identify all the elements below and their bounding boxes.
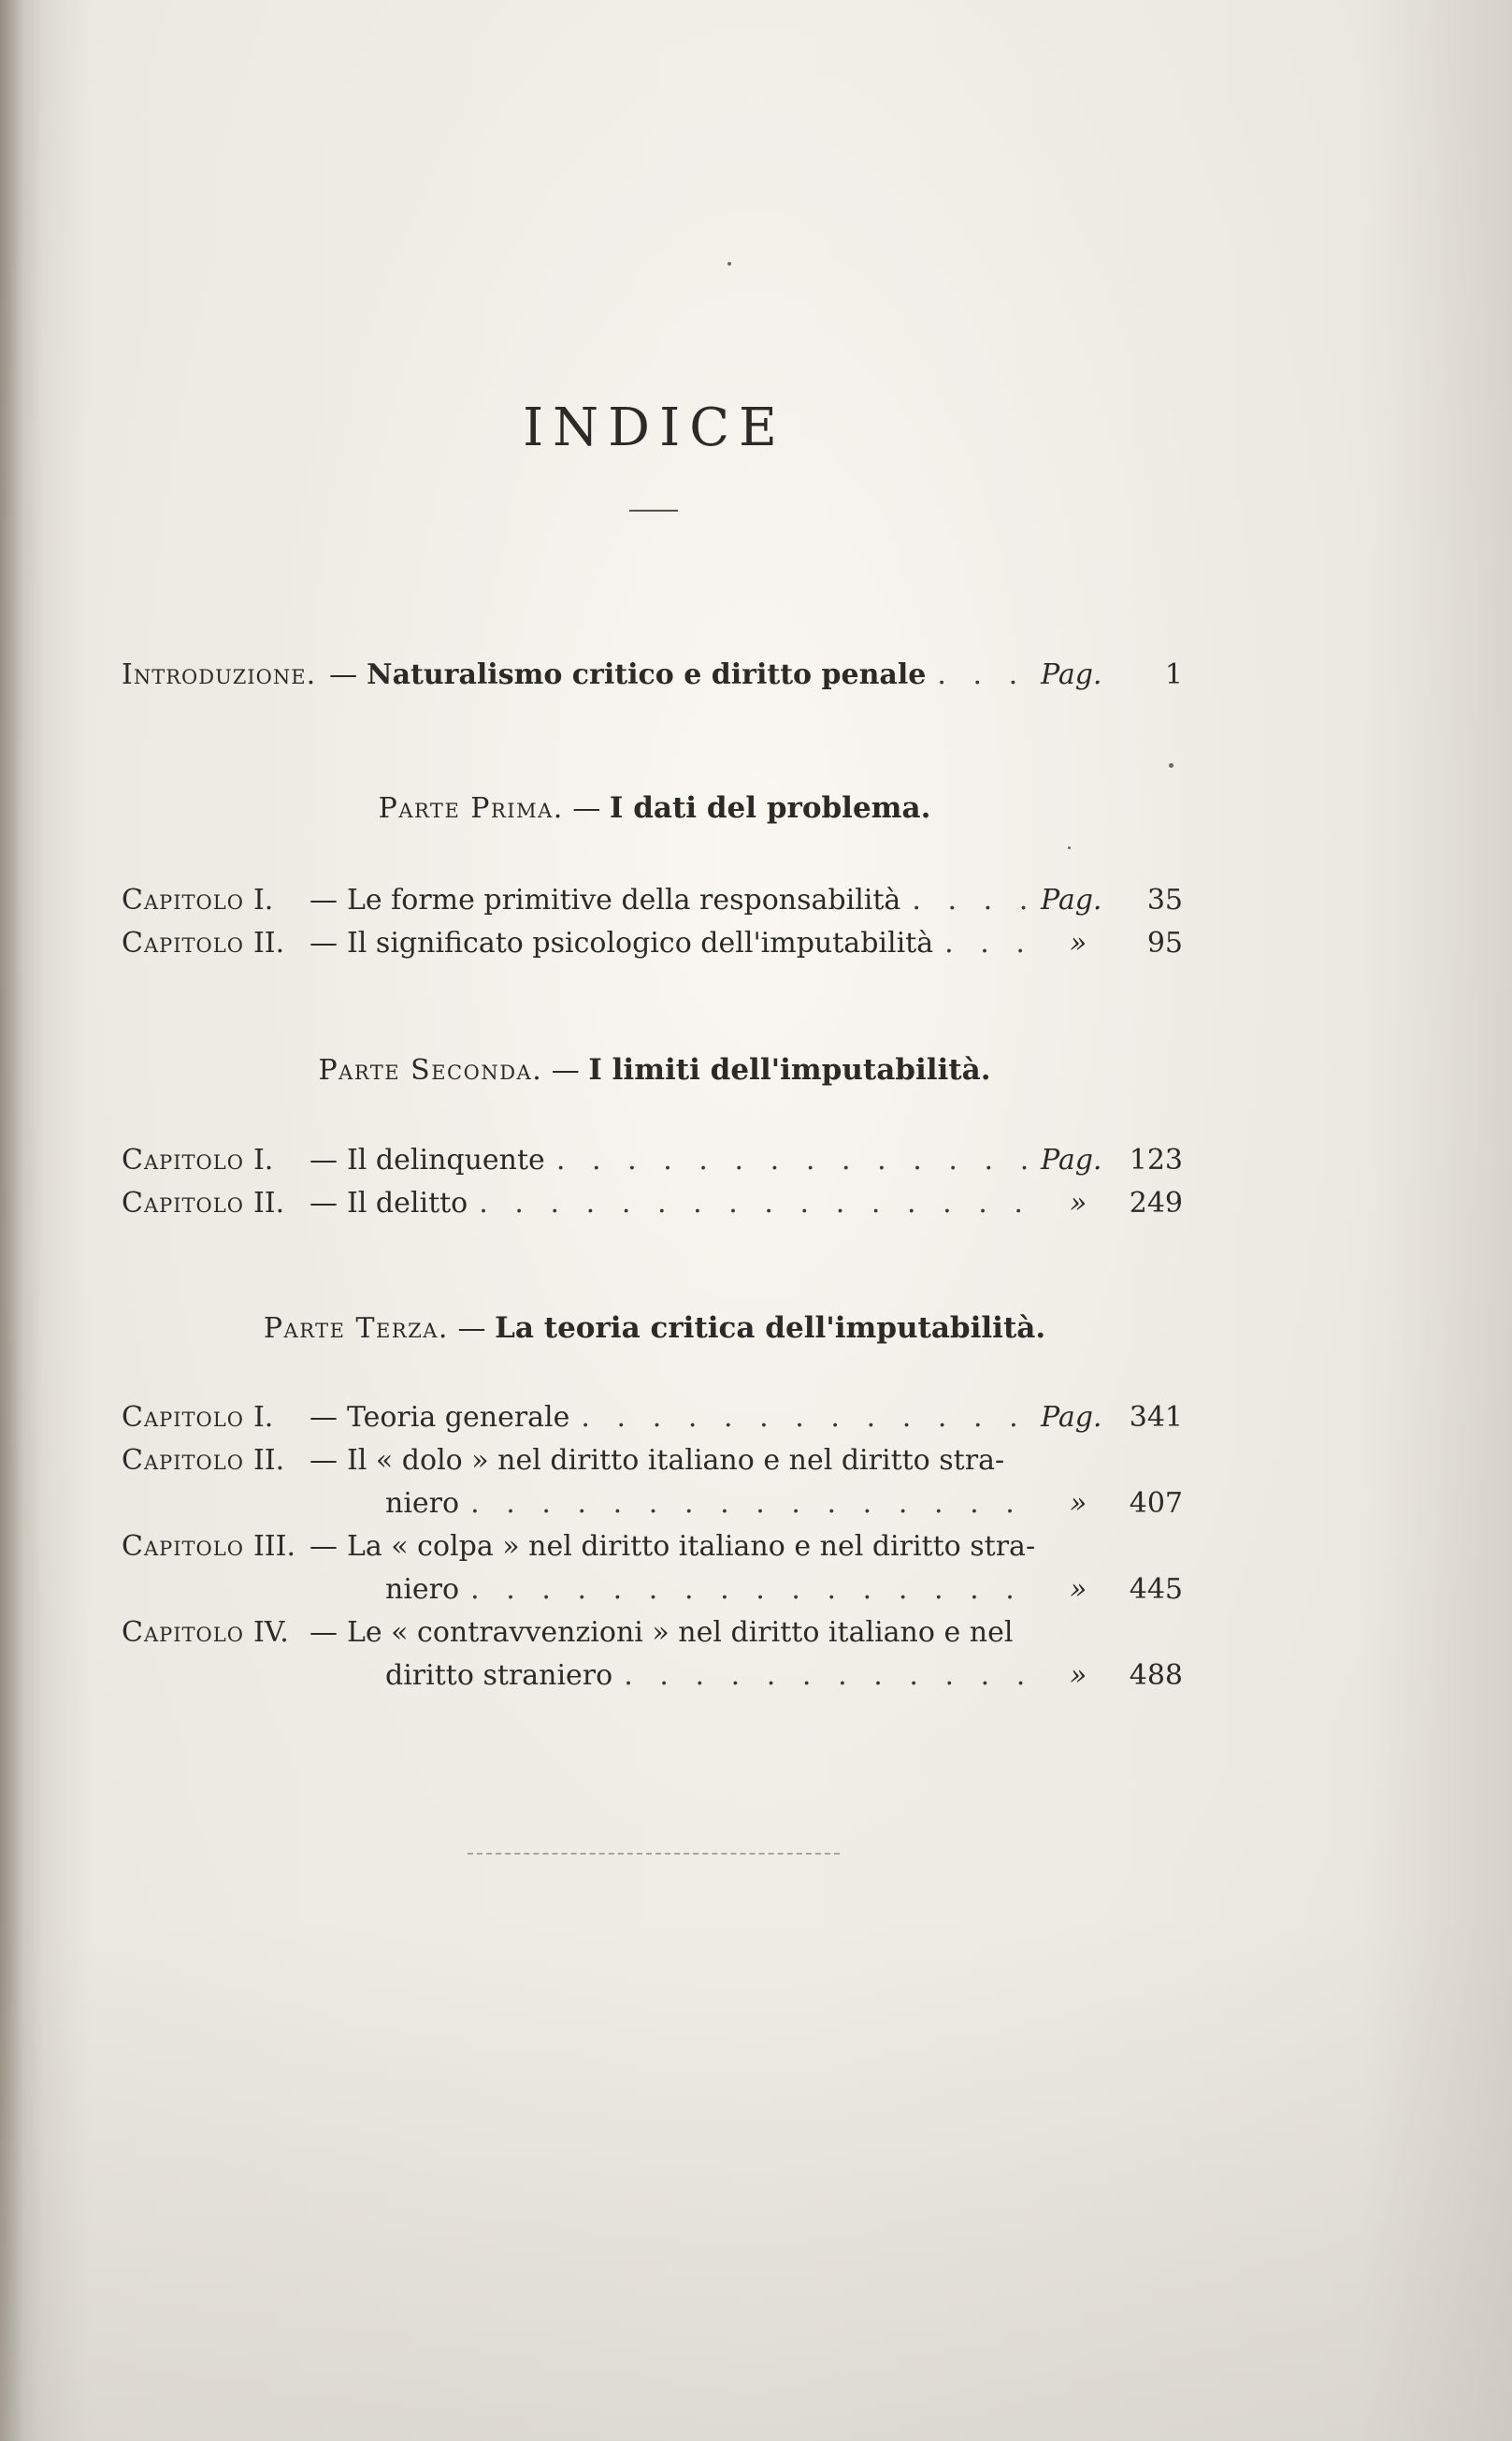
page-label: Pag.: [1041, 658, 1102, 691]
part-heading-terza: [0, 1311, 1309, 1345]
part-dash: —: [551, 1054, 580, 1087]
toc-entry-introduzione: [122, 658, 1183, 701]
chapter-label: Capitolo: [122, 1401, 244, 1434]
page-number: 95: [1146, 927, 1183, 960]
entry-label: Introduzione.: [122, 658, 317, 691]
page-number: 249: [1129, 1187, 1183, 1220]
chapter-number: IV.: [252, 1616, 289, 1649]
chapter-dash: —: [309, 1401, 338, 1434]
chapter-title-cont: diritto straniero: [385, 1659, 613, 1692]
toc-entry: [122, 884, 1183, 927]
page-number: 445: [1129, 1573, 1183, 1606]
part-dash: —: [457, 1312, 486, 1345]
leader-dots: [569, 1401, 1041, 1434]
chapter-dash: —: [309, 1530, 338, 1563]
paper-speck: [1068, 846, 1071, 849]
chapter-title-cont: niero: [385, 1573, 460, 1606]
part-title: I limiti dell'imputabilità.: [588, 1053, 991, 1087]
chapter-dash: —: [309, 1616, 338, 1649]
leader-dots: [900, 884, 1041, 917]
page-label: »: [1069, 1659, 1087, 1692]
chapter-dash: —: [309, 927, 338, 960]
chapter-title: Il significato psicologico dell'imputabilità: [346, 927, 934, 960]
page-shading: [0, 1917, 1512, 2441]
leader-dots: [612, 1659, 1041, 1692]
chapter-title: Il delitto: [346, 1187, 468, 1220]
chapter-number: III.: [252, 1530, 296, 1563]
toc-entry: [122, 1444, 1183, 1487]
page-label: Pag.: [1041, 884, 1102, 917]
part-heading-prima: [0, 791, 1309, 825]
chapter-title: Il « dolo » nel diritto italiano e nel diritto stra-: [346, 1444, 1005, 1477]
page-number: 341: [1129, 1401, 1183, 1434]
chapter-title-cont: niero: [385, 1487, 460, 1520]
toc-entry: [122, 1144, 1183, 1187]
chapter-dash: —: [309, 1444, 338, 1477]
chapter-label: Capitolo: [122, 1444, 244, 1477]
toc-entry: [122, 927, 1183, 970]
chapter-title: Il delinquente: [346, 1144, 545, 1177]
page-label: »: [1069, 927, 1087, 960]
leader-dots: [926, 658, 1041, 691]
entry-title: Naturalismo critico e diritto penale: [367, 658, 927, 691]
chapter-label: Capitolo: [122, 884, 244, 917]
page-number: 123: [1129, 1144, 1183, 1177]
toc-entry-continuation: [385, 1487, 1183, 1530]
chapter-number: I.: [252, 884, 274, 917]
leader-dots: [459, 1573, 1041, 1606]
part-dash: —: [572, 792, 601, 825]
chapter-dash: —: [309, 1144, 338, 1177]
toc-entry-continuation: [385, 1573, 1183, 1616]
chapter-number: I.: [252, 1144, 274, 1177]
title-rule: [629, 510, 678, 512]
part-label: Parte Terza.: [263, 1312, 449, 1345]
chapter-label: Capitolo: [122, 1187, 244, 1220]
chapter-label: Capitolo: [122, 1616, 244, 1649]
chapter-number: II.: [252, 1187, 285, 1220]
part-heading-seconda: [0, 1053, 1309, 1087]
toc-entry: [122, 1187, 1183, 1230]
toc-entry: [122, 1616, 1183, 1659]
chapter-number: II.: [252, 927, 285, 960]
chapter-label: Capitolo: [122, 1530, 244, 1563]
page-label: Pag.: [1041, 1144, 1102, 1177]
part-title: I dati del problema.: [609, 791, 931, 825]
chapter-dash: —: [309, 1187, 338, 1220]
chapter-dash: —: [309, 884, 338, 917]
page-label: Pag.: [1041, 1401, 1102, 1434]
page-title: INDICE: [523, 397, 786, 458]
paper-speck: [727, 262, 731, 266]
page-number: 35: [1146, 884, 1183, 917]
leader-dots: [468, 1187, 1041, 1220]
chapter-label: Capitolo: [122, 927, 244, 960]
chapter-title: La « colpa » nel diritto italiano e nel diritto stra-: [346, 1530, 1036, 1563]
part-title: La teoria critica dell'imputabilità.: [495, 1311, 1046, 1345]
paper-speck: [1169, 763, 1174, 768]
leader-dots: [545, 1144, 1041, 1177]
leader-dots: [933, 927, 1041, 960]
chapter-title: Le forme primitive della responsabilità: [346, 884, 901, 917]
page-number: 407: [1129, 1487, 1183, 1520]
page-label: »: [1069, 1187, 1087, 1220]
chapter-number: I.: [252, 1401, 274, 1434]
toc-entry: [122, 1530, 1183, 1573]
toc-entry: [122, 1401, 1183, 1444]
chapter-number: II.: [252, 1444, 285, 1477]
chapter-title: Le « contravvenzioni » nel diritto italiano e nel: [346, 1616, 1014, 1649]
entry-dash: —: [329, 658, 358, 691]
end-ornament-rule: [468, 1853, 840, 1855]
page-number: 488: [1129, 1659, 1183, 1692]
chapter-title: Teoria generale: [346, 1401, 570, 1434]
part-label: Parte Prima.: [378, 792, 564, 825]
part-label: Parte Seconda.: [318, 1054, 543, 1087]
leader-dots: [459, 1487, 1041, 1520]
page-number: 1: [1164, 658, 1183, 691]
chapter-label: Capitolo: [122, 1144, 244, 1177]
page-label: »: [1069, 1487, 1087, 1520]
page-label: »: [1069, 1573, 1087, 1606]
toc-entry-continuation: [385, 1659, 1183, 1702]
